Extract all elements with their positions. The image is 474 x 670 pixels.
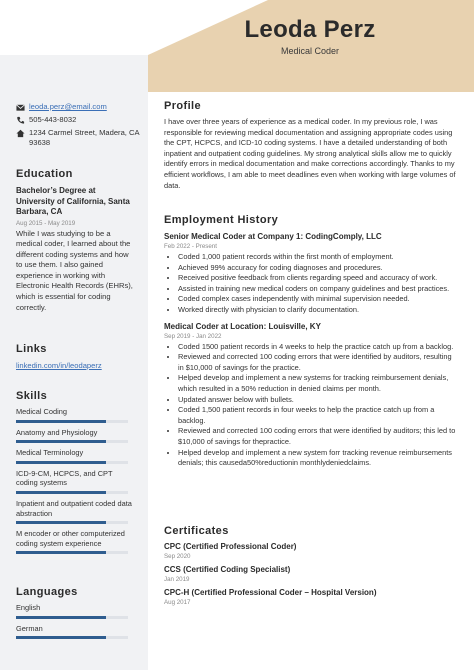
education-dates: Aug 2015 - May 2019 xyxy=(16,219,76,227)
skill-level-fill xyxy=(16,551,106,554)
candidate-name: Leoda Perz xyxy=(244,16,376,43)
certificate-date: Jan 2019 xyxy=(164,576,190,583)
certificate-date: Sep 2020 xyxy=(164,553,191,560)
job-entry-title: Senior Medical Coder at Company 1: CodingComply, LLC xyxy=(164,232,382,241)
skill-item xyxy=(16,448,134,464)
job-bullet: • Updated answer below with bullets. xyxy=(178,395,458,406)
skill-level-bar xyxy=(16,551,128,554)
skill-name: German xyxy=(16,623,43,633)
skill-level-fill xyxy=(16,521,106,524)
home-icon xyxy=(16,129,25,138)
linkedin-link[interactable]: linkedin.com/in/leodaperz xyxy=(16,361,102,370)
skill-level-fill xyxy=(16,491,106,494)
job-bullet: • Coded 1500 patient records in 4 weeks to help the practice catch up from a backlog. xyxy=(178,342,458,353)
skill-item xyxy=(16,407,134,423)
skill-name: Medical Terminology xyxy=(16,448,84,458)
skill-level-bar xyxy=(16,461,128,464)
envelope-icon xyxy=(16,103,25,112)
certificate-entry xyxy=(164,542,458,560)
job-entry-dates: Sep 2019 - Jan 2022 xyxy=(164,332,222,340)
languages-section xyxy=(16,586,134,639)
skill-level-fill xyxy=(16,636,106,639)
email-link[interactable]: leoda.perz@email.com xyxy=(29,102,107,111)
contact-phone xyxy=(16,115,144,125)
certificate-name: CPC (Certified Professional Coder) xyxy=(164,542,297,551)
contact-email xyxy=(16,102,144,112)
education-heading: Education xyxy=(16,168,73,180)
certificate-entry xyxy=(164,588,458,606)
job-bullet: • Coded complex cases independently with minimal supervision needed. xyxy=(178,294,458,305)
phone-icon xyxy=(16,116,25,125)
contact-info xyxy=(16,102,144,151)
skills-heading: Skills xyxy=(16,390,48,402)
skills-section xyxy=(16,390,134,554)
job-title: Medical Coder xyxy=(280,46,340,56)
skill-item xyxy=(16,499,134,524)
skill-name: English xyxy=(16,603,41,612)
contact-address xyxy=(16,128,144,148)
skill-name: Inpatient and outpatient coded data abstraction xyxy=(16,498,132,518)
certificate-entry xyxy=(164,565,458,583)
skill-level-bar xyxy=(16,491,128,494)
skills-list xyxy=(16,407,134,554)
job-bullet: • Coded 1,000 patient records within the first month of employment. xyxy=(178,252,458,263)
job-bullet: • Reviewed and corrected 100 coding errors that were identified by auditors, resulting in $10,000 of savings for the practice. xyxy=(178,352,458,373)
employment-section xyxy=(164,214,458,469)
skill-item xyxy=(16,603,134,619)
education-degree: Bachelor’s Degree at University of California, Santa Barbara, CA xyxy=(16,186,130,216)
job-entry xyxy=(164,322,458,469)
job-list xyxy=(164,232,458,469)
certificates-heading: Certificates xyxy=(164,525,229,537)
education-description: While I was studying to be a medical coder, I learned about the different coding systems and how to use them. I also gained experience in working with Electronic Health Records (EHRs), which is essential for coding correctly. xyxy=(16,228,133,312)
phone-number: 505-443-8032 xyxy=(29,115,77,124)
skill-level-bar xyxy=(16,440,128,443)
skill-item xyxy=(16,469,134,494)
skill-item xyxy=(16,624,134,640)
skill-level-bar xyxy=(16,420,128,423)
links-heading: Links xyxy=(16,343,47,355)
job-bullet: • Received positive feedback from clients regarding speed and accuracy of work. xyxy=(178,273,458,284)
job-entry xyxy=(164,232,458,316)
skill-level-bar xyxy=(16,616,128,619)
profile-section xyxy=(164,100,458,191)
certificate-date: Aug 2017 xyxy=(164,599,191,606)
skill-level-fill xyxy=(16,461,106,464)
skill-level-fill xyxy=(16,420,106,423)
skill-level-bar xyxy=(16,521,128,524)
job-bullets xyxy=(164,252,458,316)
links-section xyxy=(16,343,134,370)
skill-name: ICD-9-CM, HCPCS, and CPT coding systems xyxy=(16,468,113,488)
certificate-name: CPC-H (Certified Professional Coder – Hospital Version) xyxy=(164,588,377,597)
job-bullet: • Reviewed and corrected 100 coding errors that were identified by auditors; this led to $10,000 of savings for thepractice. xyxy=(178,426,458,447)
education-section xyxy=(16,168,134,313)
job-bullet: • Helped develop and implement a new system forr tracking revenue reimbursements denials; this causeda50%reductionin monthlydeniedclaims. xyxy=(178,448,458,469)
skill-name: Medical Coding xyxy=(16,407,67,416)
employment-heading: Employment History xyxy=(164,214,279,226)
skill-item xyxy=(16,428,134,444)
skill-level-fill xyxy=(16,616,106,619)
address-text: 1234 Carmel Street, Madera, CA 93638 xyxy=(29,128,140,147)
languages-list xyxy=(16,603,134,639)
job-entry-title: Medical Coder at Location: Louisville, KY xyxy=(164,321,321,331)
job-entry-dates: Feb 2022 - Present xyxy=(164,243,217,250)
skill-level-fill xyxy=(16,440,106,443)
languages-heading: Languages xyxy=(16,586,78,598)
job-bullet: • Achieved 99% accuracy for coding diagnoses and procedures. xyxy=(178,263,458,274)
job-bullet: • Helped develop and implement a new systems for tracking reimbursement denials, which resulted in a 50% reduction in denied claims per month. xyxy=(178,373,458,394)
skill-level-bar xyxy=(16,636,128,639)
job-bullet: • Worked directly with physician to clarify documentation. xyxy=(178,305,458,316)
job-bullet: • Coded 1,500 patient records in four weeks to help the practice catch up from a backlog. xyxy=(178,405,458,426)
profile-text: I have over three years of experience as a medical coder. In my previous role, I was responsible for reviewing medical documentation and assigning appropriate codes using the CPT, HCPCS, and ICD-10 coding systems. I have a detailed understanding of both inpatient and outpatient coding guidelines. My strong analytical skills allow me to quickly identify errors in medical documentation and make corrections accordingly. Thanks to my efficient workflows, I am able to meet deadlines even when working with large volumes of data. xyxy=(164,117,456,190)
skill-item xyxy=(16,529,134,554)
certificate-list xyxy=(164,542,458,606)
skill-name: Anatomy and Physiology xyxy=(16,427,98,437)
job-bullet: • Assisted in training new medical coders on company guidelines and best practices. xyxy=(178,284,458,295)
profile-heading: Profile xyxy=(164,100,202,112)
header xyxy=(150,16,470,56)
job-bullets xyxy=(164,342,458,469)
skill-name: M encoder or other computerized coding system experience xyxy=(16,529,125,548)
certificates-section xyxy=(164,525,458,606)
certificate-name: CCS (Certified Coding Specialist) xyxy=(164,565,291,574)
